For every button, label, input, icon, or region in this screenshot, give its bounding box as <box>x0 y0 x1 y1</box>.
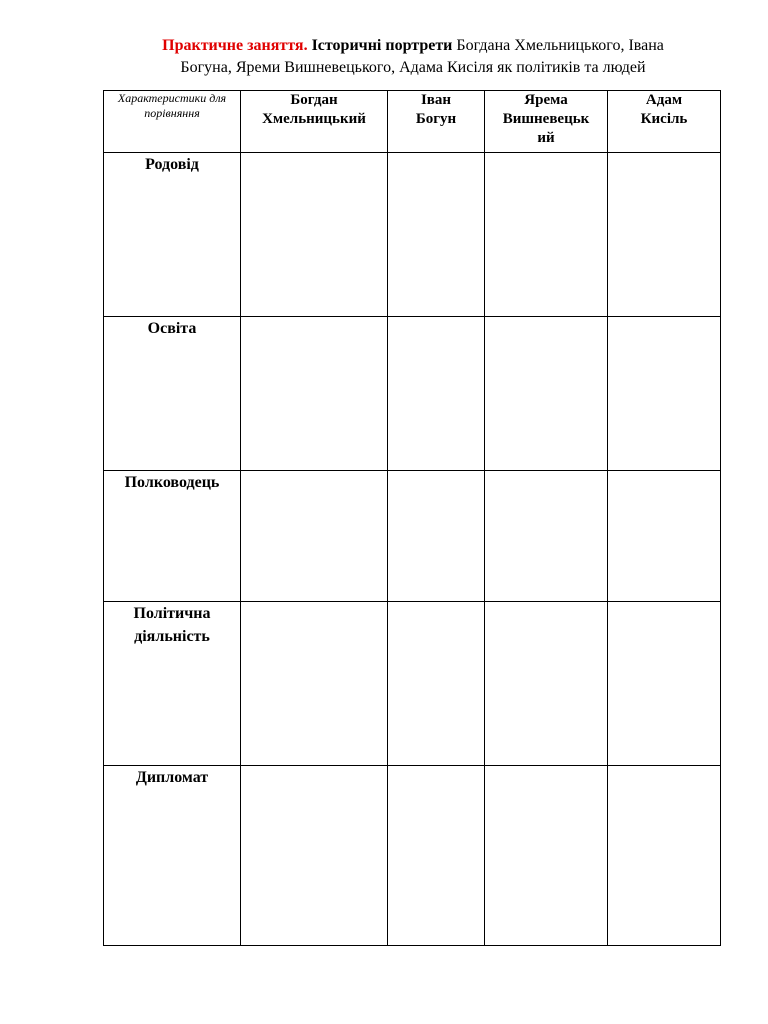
column-header-line: Кисіль <box>640 111 688 127</box>
table-cell[interactable] <box>241 471 388 602</box>
table-cell[interactable] <box>241 602 388 766</box>
table-cell[interactable] <box>388 471 485 602</box>
table-cell[interactable] <box>608 766 721 946</box>
column-header-line: Адам <box>645 92 683 108</box>
corner-header: Характеристики для порівняння <box>104 91 241 153</box>
table-cell[interactable] <box>608 317 721 471</box>
table-cell[interactable] <box>241 317 388 471</box>
table-row <box>104 317 721 471</box>
table-header-row <box>104 91 721 153</box>
title-topic: Історичні портрети <box>311 37 453 54</box>
table-cell[interactable] <box>608 153 721 317</box>
row-label-line: Політична <box>133 605 211 622</box>
comparison-table <box>103 90 721 946</box>
column-header-line: ий <box>537 130 555 146</box>
table-cell[interactable] <box>241 766 388 946</box>
row-label-diplomat <box>104 766 241 946</box>
row-label-line: діяльність <box>134 628 210 645</box>
row-label-line: Дипломат <box>135 769 209 786</box>
table-cell[interactable] <box>388 153 485 317</box>
row-label-commander <box>104 471 241 602</box>
table-cell[interactable] <box>485 471 608 602</box>
column-header-khmelnytsky <box>241 91 388 153</box>
title-practical-label: Практичне заняття. <box>162 37 308 54</box>
table-cell[interactable] <box>388 602 485 766</box>
table-cell[interactable] <box>388 317 485 471</box>
table-row <box>104 602 721 766</box>
table-row <box>104 766 721 946</box>
column-header-vyshnevetsky <box>485 91 608 153</box>
title-names-line1: Богдана Хмельницького, Івана <box>456 37 664 54</box>
column-header-line: Вишневецьк <box>502 111 590 127</box>
row-label-genealogy <box>104 153 241 317</box>
column-header-line: Ярема <box>524 92 568 108</box>
table-row <box>104 471 721 602</box>
row-label-education <box>104 317 241 471</box>
row-label-line: Полководець <box>124 474 220 491</box>
row-label-line: Родовід <box>145 156 199 173</box>
column-header-kysil <box>608 91 721 153</box>
title-names-line2: Богуна, Яреми Вишневецького, Адама Кисіля як політиків та людей <box>180 59 646 76</box>
column-header-line: Богун <box>415 111 457 127</box>
table-cell[interactable] <box>485 602 608 766</box>
table-cell[interactable] <box>608 471 721 602</box>
column-header-line: Хмельницький <box>262 111 366 127</box>
table-cell[interactable] <box>608 602 721 766</box>
column-header-line: Іван <box>420 92 452 108</box>
column-header-line: Богдан <box>290 92 338 108</box>
table-cell[interactable] <box>241 153 388 317</box>
column-header-bohun <box>388 91 485 153</box>
row-label-political-activity <box>104 602 241 766</box>
table-row <box>104 153 721 317</box>
row-label-line: Освіта <box>147 320 197 337</box>
page-title <box>100 35 726 79</box>
table-cell[interactable] <box>485 153 608 317</box>
table-cell[interactable] <box>388 766 485 946</box>
table-cell[interactable] <box>485 766 608 946</box>
table-cell[interactable] <box>485 317 608 471</box>
